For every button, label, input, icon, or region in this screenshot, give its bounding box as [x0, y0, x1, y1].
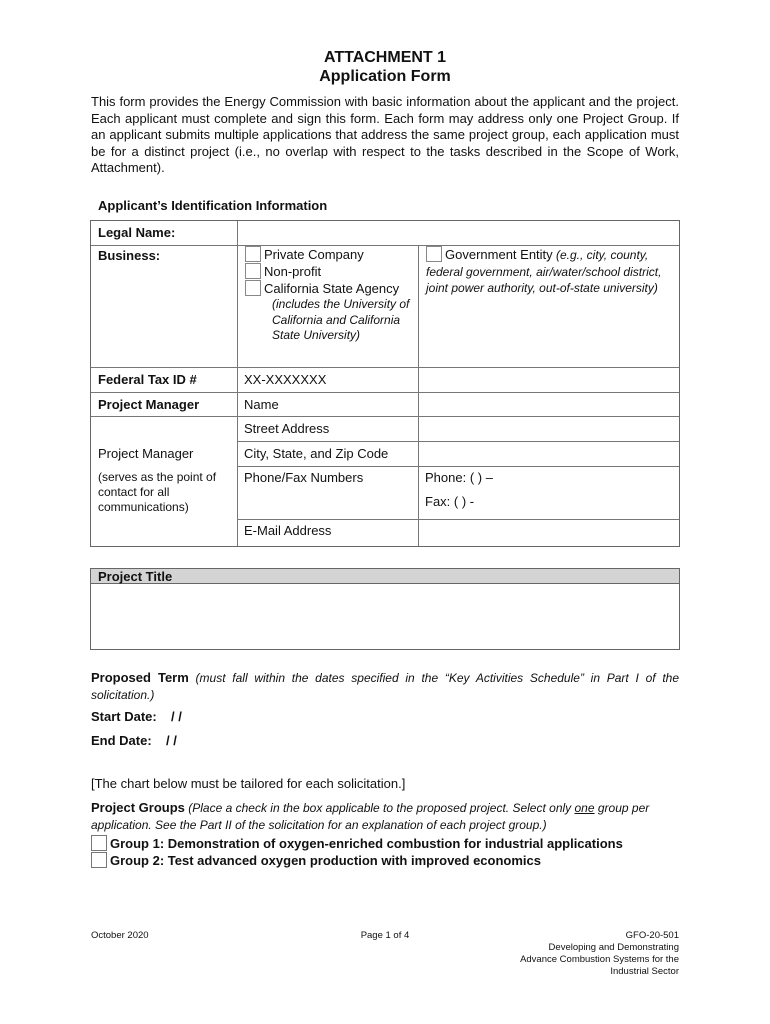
federal-tax-field[interactable] — [420, 369, 678, 391]
group1-label: Group 1: Demonstration of oxygen-enriched combustion for industrial applications — [110, 836, 623, 851]
group2-checkbox[interactable] — [91, 852, 107, 868]
fax-field[interactable]: Fax: ( ) - — [425, 494, 475, 509]
nonprofit-checkbox[interactable] — [245, 263, 261, 279]
pm-email-label: E-Mail Address — [244, 523, 332, 538]
business-label: Business: — [98, 248, 161, 263]
end-date-field[interactable]: / / — [166, 733, 177, 748]
proposed-term — [91, 670, 679, 703]
pm-city-field[interactable] — [420, 443, 678, 465]
footer-solicitation-number: GFO-20-501 — [625, 930, 679, 941]
start-date-label: Start Date: — [91, 709, 157, 724]
project-title-field[interactable] — [90, 584, 680, 650]
form-title: Application Form — [319, 68, 451, 85]
start-date-field[interactable]: / / — [171, 709, 182, 724]
state-agency-note: (includes the University of California and California State University) — [272, 297, 410, 342]
state-agency-checkbox[interactable] — [245, 280, 261, 296]
state-agency-label: California State Agency — [264, 281, 400, 296]
footer-desc-line3: Industrial Sector — [610, 966, 679, 977]
footer-desc-line2: Advance Combustion Systems for the — [520, 954, 679, 965]
private-company-label: Private Company — [264, 247, 364, 262]
intro-paragraph: This form provides the Energy Commission with basic information about the applicant and the project. Each applicant must complete and sign this form. Each form may address only one Project Group. If an applicant submits multiple applications that address the same project group, each application must be for a distinct project (i.e., no overlap with respect to the tasks described in the Scope of Work, Attachment). — [91, 94, 679, 175]
project-manager-note: (serves as the point of contact for all communications) — [98, 470, 217, 514]
federal-tax-label: Federal Tax ID # — [98, 372, 197, 387]
project-manager-heading: Project Manager — [98, 397, 200, 412]
project-groups-note-1: (Place a check in the box applicable to the proposed project. Select only — [184, 801, 575, 815]
proposed-term-note: (must fall within the dates specified in the “Key Activities Schedule” in Part I of the solicitation.) — [91, 671, 679, 702]
footer-page: Page 1 of 4 — [360, 930, 410, 941]
government-entity-note: (e.g., city, county, federal government, air/water/school district, joint power authority, out-of-state university) — [426, 248, 662, 295]
project-title-header — [90, 568, 680, 584]
chart-note: [The chart below must be tailored for each solicitation.] — [91, 776, 406, 791]
pm-email-field[interactable] — [420, 521, 678, 545]
government-entity-text — [426, 247, 674, 297]
group2-label: Group 2: Test advanced oxygen production with improved economics — [110, 853, 541, 868]
project-title-label: Project Title — [98, 569, 173, 584]
footer-solicitation — [480, 930, 679, 978]
federal-tax-value: XX-XXXXXXX — [244, 372, 327, 387]
pm-phone-fax-label: Phone/Fax Numbers — [244, 470, 364, 485]
attachment-heading: ATTACHMENT 1 — [323, 49, 447, 66]
identification-table — [90, 220, 680, 547]
project-groups-note-underlined: one — [574, 801, 595, 815]
footer-desc-line1: Developing and Demonstrating — [548, 942, 679, 953]
legal-name-field[interactable] — [241, 222, 677, 244]
private-company-checkbox[interactable] — [245, 246, 261, 262]
pm-street-field[interactable] — [420, 418, 678, 440]
project-groups-label: Project Groups — [91, 800, 185, 815]
project-groups-instructions — [91, 800, 679, 833]
legal-name-label: Legal Name: — [98, 225, 176, 240]
government-entity-label: Government Entity — [445, 247, 553, 262]
pm-name-label: Name — [244, 397, 279, 412]
project-manager-label: Project Manager — [98, 446, 194, 461]
pm-city-label: City, State, and Zip Code — [244, 446, 389, 461]
footer-date: October 2020 — [91, 930, 149, 941]
group1-checkbox[interactable] — [91, 835, 107, 851]
pm-name-field[interactable] — [420, 393, 678, 415]
proposed-term-label: Proposed Term — [91, 670, 189, 685]
end-date-label: End Date: — [91, 733, 152, 748]
pm-street-label: Street Address — [244, 421, 330, 436]
phone-field[interactable]: Phone: ( ) – — [425, 470, 493, 485]
project-groups-note-2: group per application. See the Part II of the solicitation for an explanation of each project group.) — [91, 801, 650, 832]
identification-heading: Applicant’s Identification Information — [98, 198, 328, 213]
nonprofit-label: Non-profit — [264, 264, 322, 279]
